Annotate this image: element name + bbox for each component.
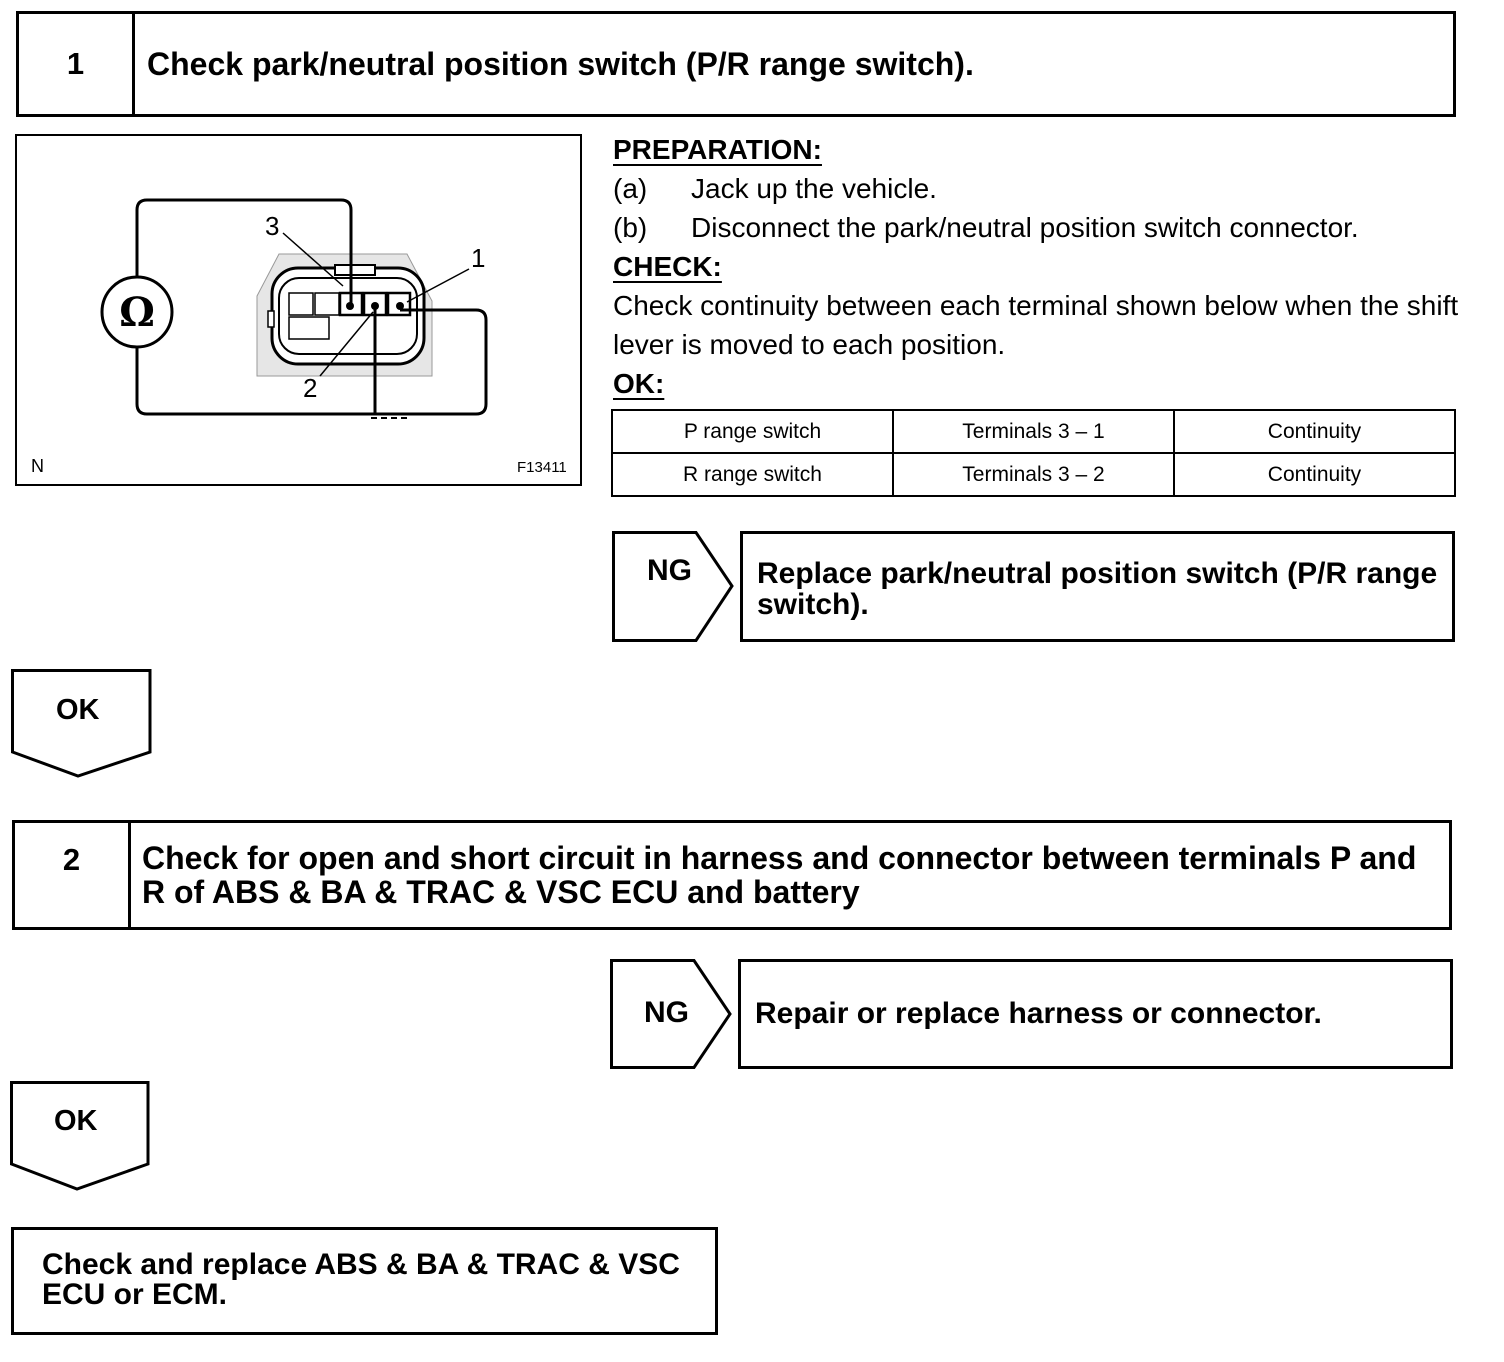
step-2-header [12,820,1452,930]
preparation-item [613,208,1359,247]
connector-cavity [315,293,339,315]
connector-figure [15,134,582,486]
ok-heading: OK: [613,368,665,399]
connector-cavity [289,293,313,315]
step-2-title: Check for open and short circuit in harness and connector between terminals P and R of ABS & BA & TRAC & VSC ECU and battery [142,840,1417,910]
table-cell: P range switch [612,410,893,453]
ng-label: NG [647,554,692,587]
terminal-2-label: 2 [303,373,318,403]
step-2-number: 2 [15,823,131,927]
table-row [612,410,1455,453]
continuity-table [611,409,1456,497]
check-heading: CHECK: [613,251,722,282]
terminal-1-label: 1 [471,243,486,273]
table-row [612,453,1455,496]
table-cell: Continuity [1174,410,1455,453]
preparation-item-letter: (b) [613,212,648,243]
table-cell: R range switch [612,453,893,496]
table-cell: Terminals 3 – 1 [893,410,1174,453]
step-1-header [16,11,1456,117]
connector-latch [335,265,375,275]
ok-label: OK [56,694,100,726]
connector-side-tab [268,311,274,327]
step-1-number: 1 [19,14,135,114]
check-instruction: Check continuity between each terminal shown below when the shift lever is moved to each position. [613,290,1459,360]
step-1-title: Check park/neutral position switch (P/R range switch). [147,46,974,82]
ok-label: OK [54,1105,98,1137]
table-cell: Terminals 3 – 2 [893,453,1174,496]
preparation-item [613,169,937,208]
terminal-3-label: 3 [265,211,280,241]
connector-diagram [17,136,584,488]
connector-cavity [289,317,329,339]
final-action-box: Check and replace ABS & BA & TRAC & VSC ECU or ECM. [11,1227,718,1335]
ng-action-box: Replace park/neutral position switch (P/R range switch). [740,531,1455,642]
ohmmeter-symbol: Ω [119,289,155,336]
preparation-item-text: Disconnect the park/neutral position switch connector. [691,212,1359,243]
preparation-heading: PREPARATION: [613,134,822,165]
figure-code: F13411 [517,459,567,476]
table-cell: Continuity [1174,453,1455,496]
preparation-item-letter: (a) [613,173,648,204]
ng-label: NG [644,996,689,1029]
figure-corner-label: N [31,456,44,476]
ng-action-box: Repair or replace harness or connector. [738,959,1453,1069]
preparation-item-text: Jack up the vehicle. [691,173,937,204]
